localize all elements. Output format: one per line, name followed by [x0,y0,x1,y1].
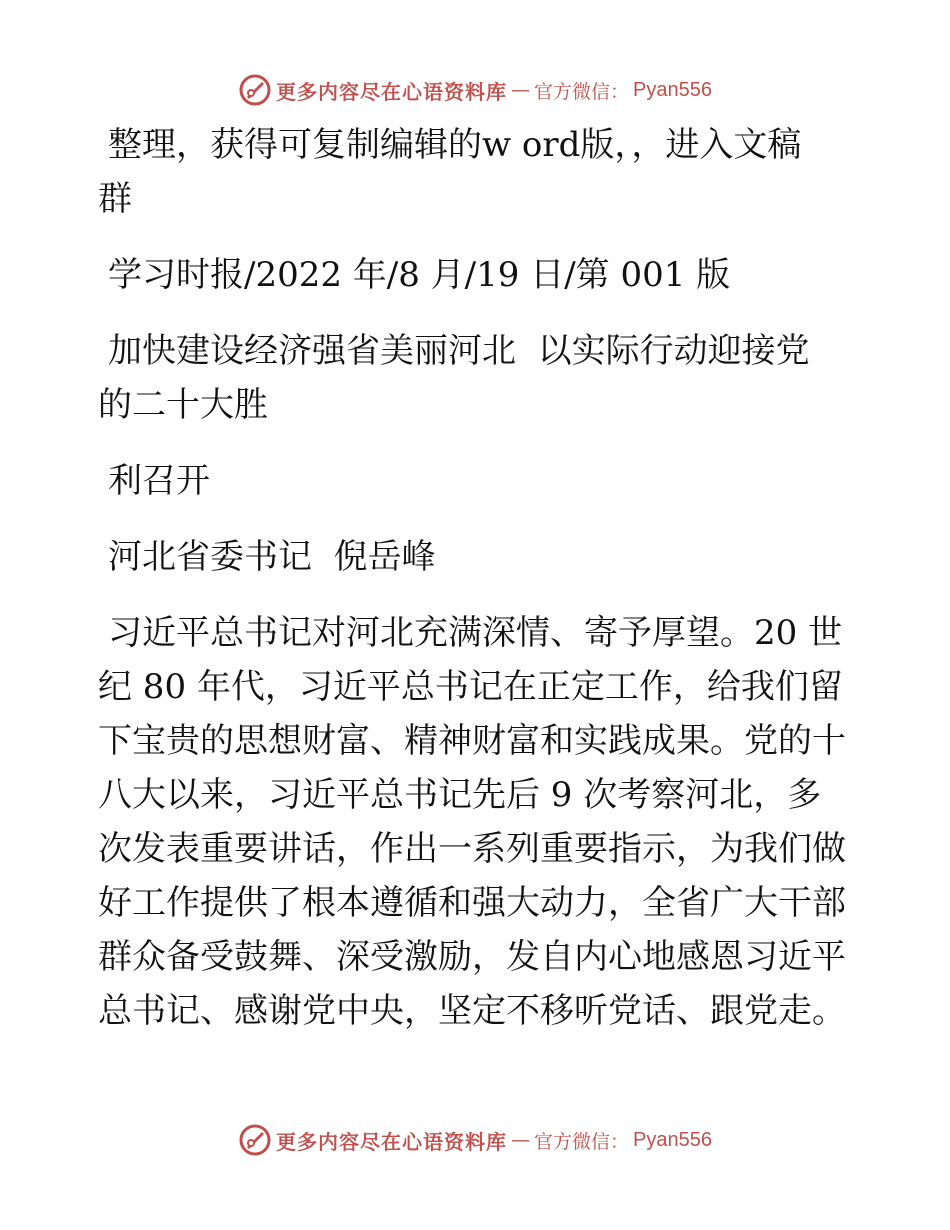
body-line: 八大以来，习近平总书记先后 9 次考察河北，多 [98,775,822,815]
article-title-line-2: 的二十大胜 [98,385,268,425]
body-line: 群众备受鼓舞、深受激励，发自内心地感恩习近平 [98,937,846,977]
banner-main-text: 更多内容尽在心语资料库 [276,1129,507,1154]
banner-main-text: 更多内容尽在心语资料库 [276,79,507,104]
banner-wechat-id: Pyan556 [633,1128,712,1151]
quill-logo-icon [238,73,272,107]
intro-line-1: 整理，获得可复制编辑的w ord版，，进入文稿 [108,125,802,165]
quill-logo-icon [238,1123,272,1157]
header-watermark-banner [0,70,950,110]
body-line: 总书记、感谢党中央，坚定不移听党话、跟党走。 [98,991,846,1031]
footer-watermark-banner [0,1120,950,1160]
article-title-line-1: 加快建设经济强省美丽河北 以实际行动迎接党 [108,331,810,371]
intro-line-2: 群 [98,179,132,219]
author-line: 河北省委书记 倪岳峰 [108,537,436,577]
banner-separator: — [511,79,530,101]
body-line: 习近平总书记对河北充满深情、寄予厚望。20 世 [108,613,843,653]
body-line: 次发表重要讲话，作出一系列重要指示，为我们做 [98,829,846,869]
article-title-line-3: 利召开 [108,461,210,501]
body-line: 下宝贵的思想财富、精神财富和实践成果。党的十 [98,721,846,761]
body-line: 纪 80 年代，习近平总书记在正定工作，给我们留 [98,667,843,707]
document-body [98,118,858,1038]
body-line: 好工作提供了根本遵循和强大动力，全省广大干部 [98,883,846,923]
banner-separator: — [511,1129,530,1151]
body-paragraph [98,606,858,1038]
banner-official-label: 官方微信： [534,80,630,103]
source-line: 学习时报/2022 年/8 月/19 日/第 001 版 [108,255,731,295]
banner-official-label: 官方微信： [534,1130,630,1153]
banner-wechat-id: Pyan556 [633,78,712,101]
